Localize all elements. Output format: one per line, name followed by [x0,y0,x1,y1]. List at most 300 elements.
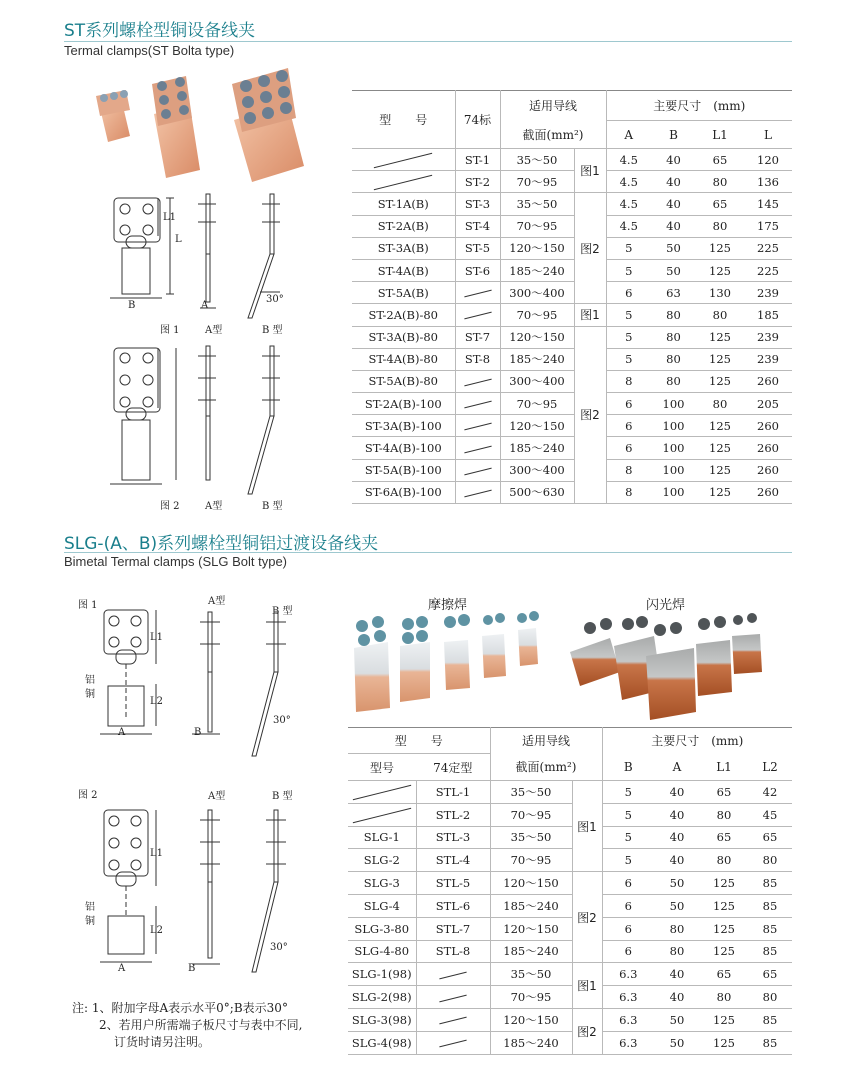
slg-cell-std [416,1008,490,1031]
st-cell-b: 40 [651,171,696,193]
slg-fig2-a-type: A型 [208,791,226,802]
st-cell-l1: 80 [696,171,744,193]
empty-slash-mark [439,971,466,979]
slg-cell-model: SLG-4(98) [348,1031,416,1054]
st-table-row [352,437,792,459]
st-cell-b: 100 [651,437,696,459]
slg-cell-wire: 120～150 [490,917,572,940]
empty-slash-mark [374,153,432,168]
slg-cell-a: 80 [654,917,700,940]
slg-table-row [348,826,792,849]
st-cell-std [455,481,500,503]
st-cell-wire: 70～95 [500,171,574,193]
st-cell-wire: 185～240 [500,348,574,370]
section1-subtitle: Termal clamps(ST Bolta type) [64,43,235,58]
slg-fig2-angle: 30° [270,942,288,953]
st-cell-wire: 120～150 [500,326,574,348]
slg-cell-l1: 80 [700,849,748,872]
slg-cell-model: SLG-3(98) [348,1008,416,1031]
empty-slash-mark [439,1040,466,1048]
slg-table-row [348,894,792,917]
slg-fig2-dim-l1: L1 [150,848,164,859]
st-col-l: L [744,121,792,149]
st-cell-b: 40 [651,149,696,171]
st-table-row [352,459,792,481]
st-cell-std [455,393,500,415]
slg-drawing-fig1 [80,606,310,776]
st-cell-wire: 120～150 [500,237,574,259]
empty-slash-mark [353,808,411,823]
empty-slash-mark [464,490,491,498]
slg-col-b: B [602,754,654,781]
st-cell-l1: 125 [696,259,744,281]
slg-cell-a: 50 [654,894,700,917]
st-cell-b: 40 [651,215,696,237]
section2-title: SLG-(A、B)系列螺栓型铜铝过渡设备线夹 [64,534,379,554]
st-cell-l1: 80 [696,215,744,237]
st-cell-wire: 70～95 [500,215,574,237]
st-cell-l1: 65 [696,149,744,171]
slg-cell-std [416,963,490,986]
st-cell-b: 63 [651,282,696,304]
slg-cell-l1: 125 [700,872,748,895]
st-table-row [352,282,792,304]
st-cell-wire: 185～240 [500,437,574,459]
st-cell-std: ST-5 [455,237,500,259]
st-cell-l1: 125 [696,237,744,259]
slg-cell-a: 50 [654,1031,700,1054]
st-cell-a: 4.5 [606,215,651,237]
slg-cell-wire: 70～95 [490,849,572,872]
slg-cell-l2: 85 [748,894,792,917]
st-cell-l: 120 [744,149,792,171]
st-cell-a: 5 [606,348,651,370]
st-cell-a: 5 [606,326,651,348]
st-cell-l: 185 [744,304,792,326]
empty-slash-mark [439,994,466,1002]
st-cell-model: ST-4A(B) [352,259,455,281]
st-cell-model: ST-4A(B)-80 [352,348,455,370]
slg-cell-std: STL-5 [416,872,490,895]
slg-fig2-cu: 铜 [85,916,95,927]
slg-cell-l1: 65 [700,963,748,986]
slg-cell-b: 6.3 [602,1008,654,1031]
slg-table-row [348,872,792,895]
st-cell-std: ST-2 [455,171,500,193]
st-cell-l: 260 [744,481,792,503]
slg-cell-l2: 85 [748,940,792,963]
st-cell-l: 260 [744,437,792,459]
st-cell-a: 8 [606,481,651,503]
slg-cell-l2: 85 [748,1031,792,1054]
slg-fig2-al: 铝 [85,902,95,913]
st-cell-std [455,304,500,326]
st-cell-l1: 125 [696,348,744,370]
slg-cell-b: 6 [602,894,654,917]
slg-fig1-b-type: B 型 [272,606,293,617]
st-clamp-photo-small [96,90,130,142]
slg-cell-l2: 45 [748,803,792,826]
slg-cell-model [348,803,416,826]
empty-slash-mark [374,175,432,190]
slg-cell-l2: 80 [748,849,792,872]
st-head-74: 74标 [455,91,500,149]
slg-cell-model: SLG-4 [348,894,416,917]
slg-cell-std: STL-3 [416,826,490,849]
st-cell-wire: 300～400 [500,370,574,392]
empty-slash-mark [464,379,491,387]
notes-line-1: 1、附加字母A表示水平0°;B表示30° [91,1001,288,1015]
st-table-row [352,237,792,259]
st-table-row [352,348,792,370]
st-cell-model: ST-6A(B)-100 [352,481,455,503]
st-cell-wire: 35～50 [500,193,574,215]
st-table-row [352,481,792,503]
notes-prefix: 注: [72,1001,89,1015]
st-cell-l: 145 [744,193,792,215]
slg-table-row [348,963,792,986]
slg-cell-std: STL-4 [416,849,490,872]
section1-title: ST系列螺栓型铜设备线夹 [64,21,256,41]
st-cell-model: ST-1A(B) [352,193,455,215]
slg-fig1-dim-l1: L1 [150,632,164,643]
st-cell-l: 260 [744,370,792,392]
st-cell-std: ST-7 [455,326,500,348]
slg-figure-ref: 图1 [572,963,602,1009]
slg-cell-a: 40 [654,849,700,872]
notes [72,1000,302,1051]
slg-cell-a: 40 [654,781,700,804]
st-cell-wire: 70～95 [500,304,574,326]
st-cell-l1: 65 [696,193,744,215]
st-cell-l: 225 [744,259,792,281]
st-figure-ref: 图2 [574,326,606,504]
st-cell-l1: 80 [696,304,744,326]
slg-col-l1: L1 [700,754,748,781]
slg-cell-l2: 85 [748,1008,792,1031]
st-cell-a: 6 [606,437,651,459]
slg-cell-model: SLG-1(98) [348,963,416,986]
slg-cell-a: 40 [654,803,700,826]
slg-fig2-b-type: B 型 [272,791,293,802]
st-cell-a: 4.5 [606,193,651,215]
slg-cell-model [348,781,416,804]
slg-table-row [348,803,792,826]
slg-cell-wire: 70～95 [490,803,572,826]
slg-figure-ref: 图2 [572,1008,602,1054]
slg-cell-a: 50 [654,872,700,895]
slg-cell-l2: 85 [748,917,792,940]
st-cell-wire: 185～240 [500,259,574,281]
slg-photo-flash-weld [570,612,770,722]
slg-cell-b: 6.3 [602,986,654,1009]
slg-table-row [348,1031,792,1054]
st-cell-b: 50 [651,237,696,259]
slg-spec-table [348,727,792,1055]
slg-cell-l2: 85 [748,872,792,895]
slg-cell-model: SLG-2(98) [348,986,416,1009]
st-cell-l1: 125 [696,415,744,437]
st-table-row [352,393,792,415]
slg-cell-wire: 185～240 [490,894,572,917]
st-cell-model: ST-5A(B)-100 [352,459,455,481]
st-cell-std [455,282,500,304]
st-head-wire-sub: 截面(mm²) [500,121,606,149]
slg-fig1-al: 铝 [85,675,95,686]
slg-fig1-dim-b: B [194,727,202,738]
slg-cell-a: 40 [654,986,700,1009]
slg-drawing-fig2 [80,806,310,986]
slg-cell-std: STL-8 [416,940,490,963]
st-table-row [352,304,792,326]
st-cell-a: 6 [606,282,651,304]
slg-fig2-dim-a: A [118,963,126,974]
st-cell-std: ST-1 [455,149,500,171]
st-cell-a: 6 [606,415,651,437]
st-spec-table [352,90,792,504]
slg-head-74: 74定型 [416,754,490,781]
st-figure-ref: 图1 [574,149,606,193]
st-cell-b: 100 [651,481,696,503]
st-cell-l: 260 [744,415,792,437]
st-cell-b: 80 [651,348,696,370]
st-clamp-photo-large [232,68,304,182]
st-cell-model: ST-3A(B)-100 [352,415,455,437]
st-cell-a: 5 [606,259,651,281]
empty-slash-mark [439,1017,466,1025]
st-cell-wire: 300～400 [500,282,574,304]
slg-cell-l1: 125 [700,917,748,940]
slg-cell-wire: 120～150 [490,872,572,895]
slg-cell-wire: 35～50 [490,781,572,804]
st-cell-wire: 300～400 [500,459,574,481]
slg-cell-l1: 125 [700,1031,748,1054]
slg-figure-ref: 图1 [572,781,602,872]
slg-cell-wire: 185～240 [490,1031,572,1054]
st-cell-model: ST-2A(B) [352,215,455,237]
slg-cell-l1: 125 [700,894,748,917]
slg-cell-b: 6 [602,872,654,895]
slg-cell-b: 6.3 [602,963,654,986]
slg-cell-b: 6 [602,917,654,940]
slg-fig1-angle: 30° [273,715,291,726]
st-cell-std [455,459,500,481]
st-cell-l: 239 [744,282,792,304]
slg-fig1-dim-a: A [118,727,126,738]
st-cell-b: 80 [651,370,696,392]
empty-slash-mark [353,785,411,800]
st-table-row [352,259,792,281]
st-cell-std [455,437,500,459]
slg-cell-b: 5 [602,826,654,849]
st-cell-b: 100 [651,393,696,415]
slg-cell-l1: 80 [700,803,748,826]
slg-cell-model: SLG-3-80 [348,917,416,940]
st-cell-wire: 500～630 [500,481,574,503]
slg-head-model-sub: 型号 [348,754,416,781]
slg-cell-model: SLG-3 [348,872,416,895]
slg-head-main: 主要尺寸 (mm) [602,728,792,754]
st-cell-std: ST-8 [455,348,500,370]
slg-cell-model: SLG-2 [348,849,416,872]
st-cell-l: 225 [744,237,792,259]
slg-table-row [348,986,792,1009]
st-cell-a: 8 [606,370,651,392]
st-clamp-photos [92,74,352,184]
slg-cell-wire: 70～95 [490,986,572,1009]
slg-cell-std [416,1031,490,1054]
notes-line-2: 2、若用户所需端子板尺寸与表中不同, [99,1018,303,1032]
slg-photo-friction-weld [350,612,550,712]
slg-cell-std: STL-1 [416,781,490,804]
st-cell-a: 4.5 [606,149,651,171]
st-figure-ref: 图1 [574,304,606,326]
st-cell-a: 5 [606,237,651,259]
st-angle-30: 30° [266,294,284,305]
st-cell-model [352,149,455,171]
st-cell-b: 50 [651,259,696,281]
st-cell-a: 4.5 [606,171,651,193]
st-figure-ref: 图2 [574,193,606,304]
empty-slash-mark [464,290,491,298]
st-cell-a: 8 [606,459,651,481]
slg-fig1-a-type: A型 [208,596,226,607]
slg-cell-l1: 125 [700,940,748,963]
st-dim-l: L [175,234,182,245]
st-cell-l1: 125 [696,437,744,459]
st-cell-b: 100 [651,415,696,437]
st-fig1-b-type: B 型 [262,325,283,336]
st-cell-a: 6 [606,393,651,415]
st-cell-b: 40 [651,193,696,215]
empty-slash-mark [464,445,491,453]
st-cell-wire: 70～95 [500,393,574,415]
slg-cell-wire: 35～50 [490,963,572,986]
st-fig1-a-type: A型 [205,325,223,336]
slg-fig2-dim-b: B [188,963,196,974]
slg-fig2-dim-l2: L2 [150,925,164,936]
slg-col-l2: L2 [748,754,792,781]
slg-cell-b: 5 [602,781,654,804]
st-cell-model: ST-5A(B)-80 [352,370,455,392]
st-cell-b: 100 [651,459,696,481]
st-table-row [352,215,792,237]
slg-cell-std [416,986,490,1009]
slg-cell-l2: 80 [748,986,792,1009]
slg-cell-b: 5 [602,803,654,826]
st-cell-l1: 125 [696,326,744,348]
st-head-main: 主要尺寸 (mm) [606,91,792,121]
slg-cell-a: 50 [654,1008,700,1031]
slg-table-row [348,1008,792,1031]
empty-slash-mark [464,401,491,409]
slg-cell-l1: 80 [700,986,748,1009]
st-cell-a: 5 [606,304,651,326]
slg-cell-l1: 65 [700,826,748,849]
slg-fig1-cu: 铜 [85,689,95,700]
st-dim-a: A [201,300,209,311]
st-table-row [352,326,792,348]
section2-subtitle: Bimetal Termal clamps (SLG Bolt type) [64,554,287,569]
st-cell-std [455,370,500,392]
st-cell-model: ST-3A(B)-80 [352,326,455,348]
st-table-row [352,171,792,193]
st-cell-l: 205 [744,393,792,415]
slg-cell-wire: 35～50 [490,826,572,849]
st-cell-l: 136 [744,171,792,193]
st-table-row [352,370,792,392]
slg-cell-b: 6 [602,940,654,963]
slg-cell-a: 80 [654,940,700,963]
slg-cell-l2: 65 [748,963,792,986]
empty-slash-mark [464,312,491,320]
st-head-model: 型 号 [352,91,455,149]
slg-fig2-label: 图 2 [78,790,98,801]
slg-cell-a: 40 [654,826,700,849]
st-cell-l1: 125 [696,459,744,481]
slg-figure-ref: 图2 [572,872,602,963]
slg-table-row [348,917,792,940]
st-cell-std: ST-6 [455,259,500,281]
st-drawing-fig1 [110,192,310,342]
slg-head-wire-sub: 截面(mm²) [490,754,602,781]
st-fig2-a-type: A型 [205,501,223,512]
st-head-wire: 适用导线 [500,91,606,121]
st-table-row [352,193,792,215]
slg-cell-l2: 65 [748,826,792,849]
st-cell-wire: 120～150 [500,415,574,437]
st-cell-model: ST-5A(B) [352,282,455,304]
st-cell-l1: 125 [696,481,744,503]
st-cell-wire: 35～50 [500,149,574,171]
st-cell-l: 175 [744,215,792,237]
st-cell-l1: 80 [696,393,744,415]
st-cell-l: 260 [744,459,792,481]
st-cell-model: ST-2A(B)-80 [352,304,455,326]
slg-fig1-label: 图 1 [78,600,98,611]
slg-table-row [348,849,792,872]
section2-rule [64,552,792,553]
slg-table-row [348,781,792,804]
photo-label-friction-weld: 摩擦焊 [428,598,468,613]
st-cell-l: 239 [744,348,792,370]
st-cell-l: 239 [744,326,792,348]
st-cell-l1: 130 [696,282,744,304]
photo-label-flash-weld: 闪光焊 [646,598,686,613]
slg-cell-wire: 185～240 [490,940,572,963]
st-table-row [352,415,792,437]
slg-cell-l1: 65 [700,781,748,804]
st-cell-b: 80 [651,304,696,326]
slg-cell-l2: 42 [748,781,792,804]
slg-fig1-dim-l2: L2 [150,696,164,707]
st-cell-b: 80 [651,326,696,348]
st-fig2-label: 图 2 [160,501,180,512]
st-cell-model: ST-3A(B) [352,237,455,259]
slg-cell-std: STL-7 [416,917,490,940]
st-cell-std: ST-3 [455,193,500,215]
empty-slash-mark [464,423,491,431]
st-cell-model [352,171,455,193]
slg-cell-model: SLG-4-80 [348,940,416,963]
st-col-l1: L1 [696,121,744,149]
st-clamp-photo-medium [152,76,200,178]
slg-cell-l1: 125 [700,1008,748,1031]
st-drawing-fig2 [110,344,310,504]
st-cell-std [455,415,500,437]
st-cell-std: ST-4 [455,215,500,237]
slg-head-wire: 适用导线 [490,728,602,754]
